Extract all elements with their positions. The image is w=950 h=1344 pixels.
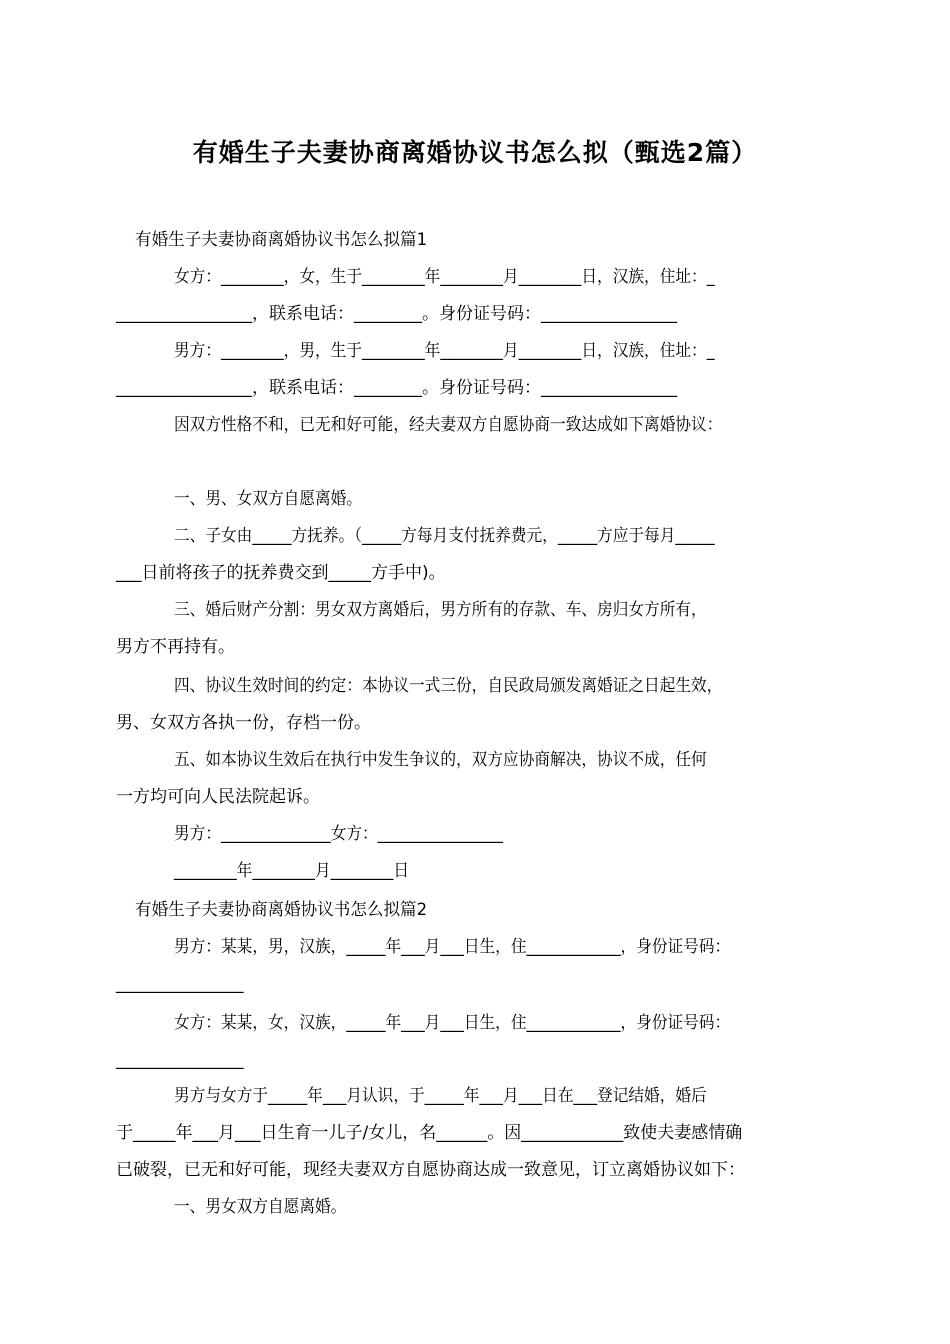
- clause-4: 四、协议生效时间的约定：本协议一式三份，自民政局颁发离婚证之日起生效，: [174, 676, 723, 696]
- clause-5: 五、如本协议生效后在执行中发生争议的，双方应协商解决，协议不成，任何: [174, 750, 707, 770]
- text-line: 男方与女方于_____年___月认识，于_____年___月___日在___登记结婚，婚后: [174, 1086, 707, 1106]
- text-line: _______________: [116, 1050, 244, 1070]
- text-line: 女方：某某，女，汉族，_____年___月___日生，住____________，身份证号码：: [174, 1013, 731, 1033]
- clause-2: 二、子女由_____方抚养。（_____方每月支付抚养费元，_____方应于每月_____: [174, 526, 715, 546]
- text-line: 女方：________，女，生于________年________月________日，汉族，住址：_: [174, 267, 715, 287]
- text-line: 男方：________，男，生于________年________月________日，汉族，住址：_: [174, 341, 715, 361]
- text-line: ________________，联系电话：________。身份证号码：________________: [116, 378, 677, 398]
- text-line: ________________，联系电话：________。身份证号码：________________: [116, 304, 677, 324]
- clause-3: 三、婚后财产分割：男女双方离婚后，男方所有的存款、车、房归女方所有，: [174, 600, 707, 620]
- text-line: _______________: [116, 974, 244, 994]
- text-line: 已破裂，已无和好可能，现经夫妻双方自愿协商达成一致意见，订立离婚协议如下：: [116, 1160, 745, 1180]
- date-line: ________年________月________日: [174, 861, 410, 881]
- document-title: 有婚生子夫妻协商离婚协议书怎么拟（甄选2篇）: [192, 138, 758, 167]
- text-line: 因双方性格不和，已无和好可能，经夫妻双方自愿协商一致达成如下离婚协议：: [174, 415, 723, 435]
- signature-line: 男方：______________女方：________________: [174, 824, 504, 844]
- section-heading-2: 有婚生子夫妻协商离婚协议书怎么拟篇2: [135, 900, 428, 920]
- clause-1: 一、男女双方自愿离婚。: [174, 1197, 347, 1217]
- text-line: 男、女双方各执一份，存档一份。: [116, 713, 371, 733]
- text-line: ___日前将孩子的抚养费交到_____方手中)。: [116, 563, 446, 583]
- text-line: 一方均可向人民法院起诉。: [116, 787, 320, 807]
- text-line: 男方不再持有。: [116, 637, 235, 657]
- text-line: 于_____年___月___日生育一儿子/女儿，名______。因____________致使夫妻感情确: [116, 1123, 743, 1143]
- text-line: 男方：某某，男，汉族，_____年___月___日生，住____________，身份证号码：: [174, 937, 731, 957]
- section-heading-1: 有婚生子夫妻协商离婚协议书怎么拟篇1: [135, 230, 428, 250]
- clause-1: 一、男、女双方自愿离婚。: [174, 489, 363, 509]
